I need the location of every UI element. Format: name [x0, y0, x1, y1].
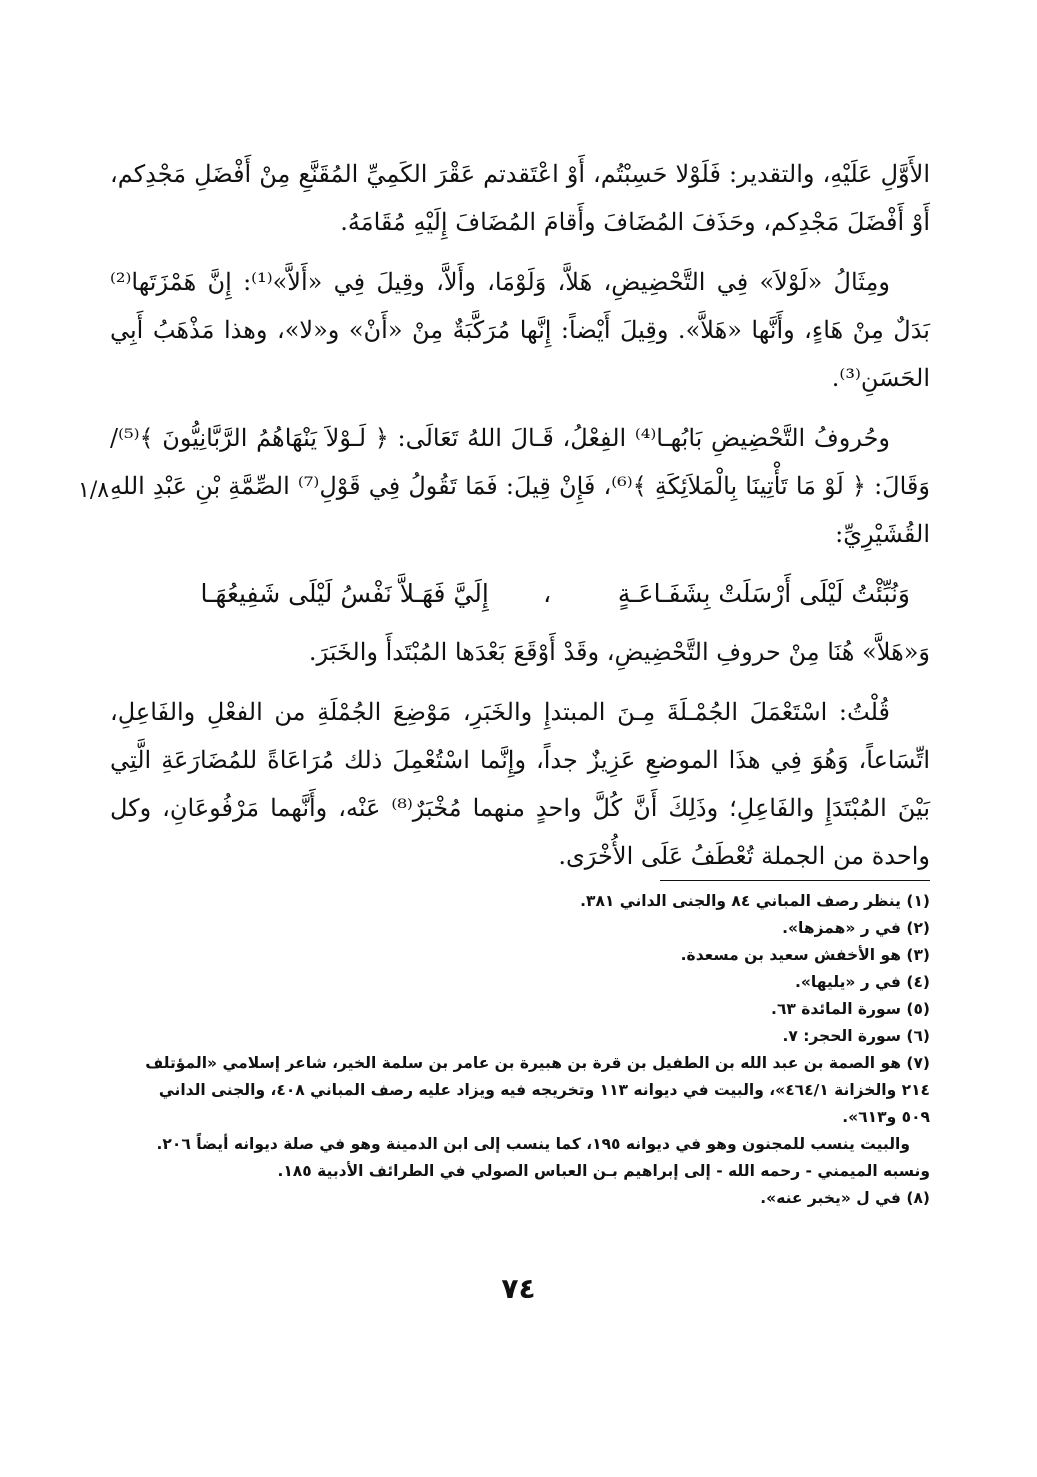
verse-separator: ،	[543, 579, 552, 608]
page-number: ٧٤	[501, 1272, 536, 1305]
manuscript-folio-marker: ١/٨	[78, 478, 110, 503]
footnote-2: (٢) في ر «همزها».	[782, 919, 930, 937]
verse-second-hemistich: إِلَيَّ فَهَـلاَّ نَفْسُ لَيْلَى شَفِيعُهَـا	[200, 579, 489, 608]
footnote-5: (٥) سورة المائدة ٦٣.	[771, 1000, 930, 1018]
footnote-separator-line	[660, 880, 930, 881]
paragraph-5: قُلْتُ: اسْتَعْمَلَ الجُمْـلَةَ مِـنَ المبتدإِ والخَبَرِ، مَوْضِعَ الجُمْلَةِ من الفعْلِ والفَاعِلِ، اتِّسَاعاً، وَهُوَ فِي هذَا الموضعِ عَزِيزٌ جداً، وإِنَّما اسْتُعْمِلَ ذلك مُرَاعَاةً للمُضَارَعَةِ الَّتِي بَيْنَ المُبْتَدَإِ والفَاعِلِ؛ وذَلِكَ أَنَّ كُلَّ واحدٍ منهما مُخْبَرٌ⁽⁸⁾ عَنْه، وأَنَّهما مَرْفُوعَانِ، وكل واحدة من الجملة تُعْطَفُ عَلَى الأُخْرَى.	[110, 698, 930, 870]
paragraph-3: وحُروفُ التَّحْضِيضِ بَابُهـا⁽⁴⁾ الفِعْلُ، قَـالَ اللهُ تَعَالَى: ﴿ لَـوْلاَ يَنْهَاهُمُ الرَّبَّانِيُّونَ ﴾⁽⁵⁾/ وَقَالَ: ﴿ لَوْ مَا تَأْتِينَا بِالْمَلاَئِكَةِ ﴾⁽⁶⁾، فَإِنْ قِيلَ: فَمَا تَقُولُ فِي قَوْلِ⁽⁷⁾ الصِّمَّةِ بْنِ عَبْدِ اللهِ القُشَيْرِيِّ:	[110, 424, 930, 548]
footnote-1: (١) ينظر رصف المباني ٨٤ والجنى الداني ٣٨١.	[580, 892, 930, 910]
footnote-7: (٧) هو الصمة بن عبد الله بن الطفيل بن قرة بن هبيرة بن عامر بن سلمة الخير، شاعر إسلامي «المؤتلف ٢١٤ والخزانة ٤٦٤/١»، والبيت في ديوانه ١١٣ وتخريجه فيه ويزاد عليه رصف المباني ٤٠٨، والجنى الداني ٥٠٩ و٦١٣».	[145, 1054, 930, 1126]
footnote-7-continuation: والبيت ينسب للمجنون وهو في ديوانه ١٩٥، كما ينسب إلى ابن الدمينة وهو في صلة ديوانه أيضاً ٢٠٦. ونسبه الميمني - رحمه الله - إلى إبراهيم بـن العباس الصولي في الطرائف الأدبية ١٨٥.	[156, 1135, 930, 1180]
paragraph-1: الأَوَّلِ عَلَيْهِ، والتقدير: فَلَوْلا حَسِبْتُم، أَوْ اعْتَقدتم عَقْرَ الكَمِيِّ المُقَنَّعِ مِنْ أَفْضَلِ مَجْدِكم، أَوْ أَفْضَلَ مَجْدِكم، وحَذَفَ المُضَافَ وأَقامَ المُضَافَ إِلَيْهِ مُقَامَهُ.	[110, 160, 930, 236]
footnote-8: (٨) في ل «يخبر عنه».	[760, 1189, 930, 1207]
footnote-6: (٦) سورة الحجر: ٧.	[782, 1027, 930, 1045]
paragraph-2: ومِثَالُ «لَوْلاَ» فِي التَّحْضِيضِ، هَلاَّ، وَلَوْمَا، وأَلاَّ، وقِيلَ فِي «أَلاَّ»⁽¹⁾: إِنَّ هَمْزَتَها⁽²⁾ بَدَلٌ مِنْ هَاءٍ، وأَنَّها «هَلاَّ». وقِيلَ أَيْضاً: إِنَّها مُرَكَّبَةٌ مِنْ «أَنْ» و«لا»، وهذا مَذْهَبُ أَبِي الحَسَنِ⁽³⁾.	[110, 268, 930, 392]
footnote-3: (٣) هو الأخفش سعيد بن مسعدة.	[680, 946, 930, 964]
verse-first-hemistich: وَنُبِّئْتُ لَيْلَى أَرْسَلَتْ بِشَفَـاعَـةٍ	[617, 579, 910, 608]
footnote-4: (٤) في ر «يليها».	[794, 973, 930, 991]
main-text	[110, 150, 930, 892]
footnotes	[130, 888, 930, 1212]
paragraph-4: وَ«هَلاَّ» هُنَا مِنْ حروفِ التَّحْضِيضِ، وقَدْ أَوْقَعَ بَعْدَها المُبْتَدأَ والخَبَرَ.	[308, 638, 930, 666]
poetry-verse	[130, 570, 910, 618]
